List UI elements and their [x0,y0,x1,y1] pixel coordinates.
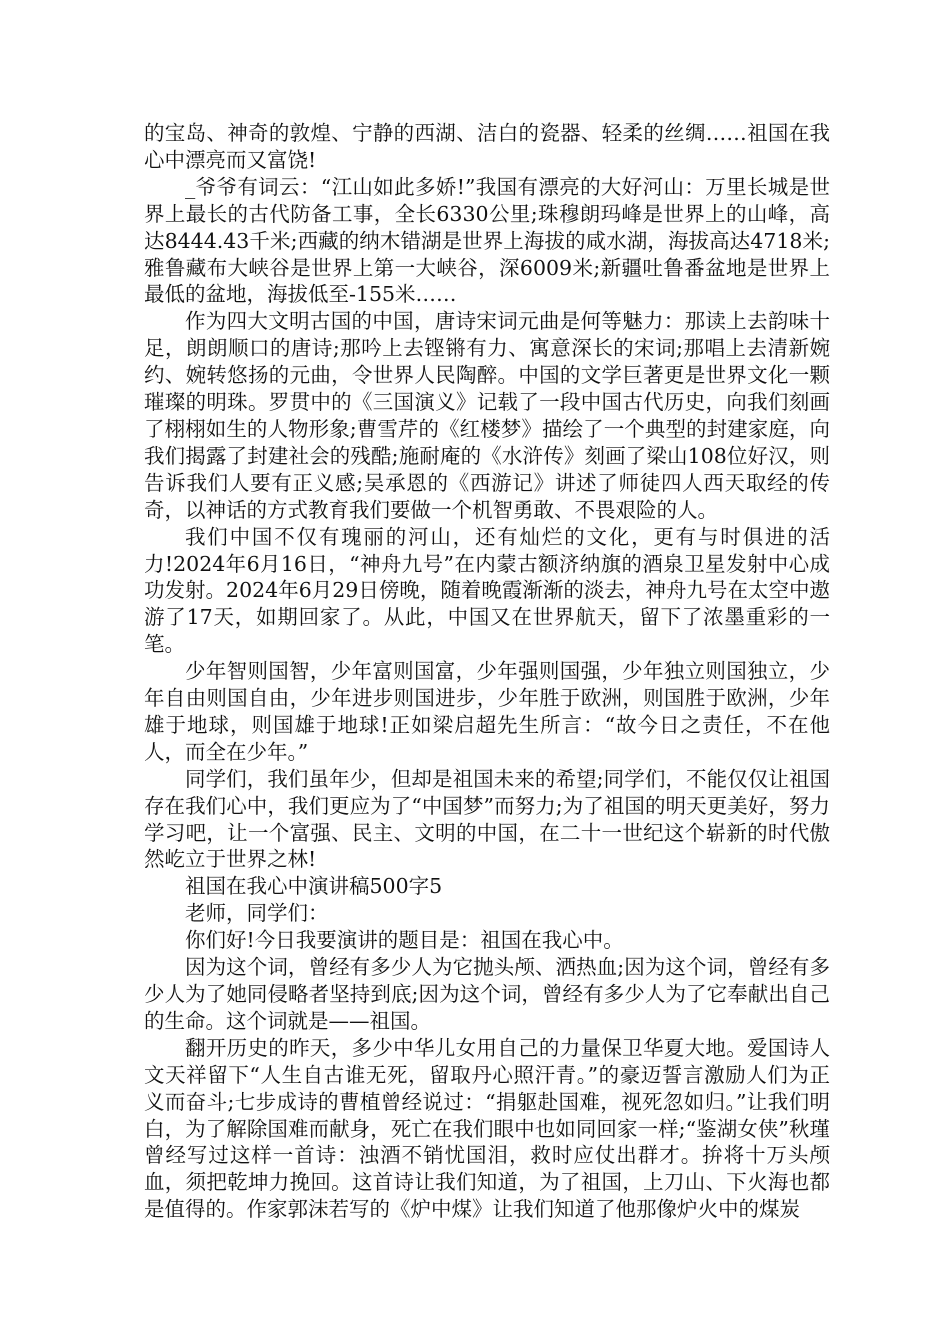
paragraph-4: 我们中国不仅有瑰丽的河山，还有灿烂的文化，更有与时俱进的活力!2024年6月16日，“神舟九号”在内蒙古额济纳旗的酒泉卫星发射中心成功发射。2024年6月29日傍晚，随着晚霞渐渐的淡去，神舟九号在太空中遨游了17天，如期回家了。从此，中国又在世界航天，留下了浓墨重彩的一笔。 [144,524,830,657]
section-title: 祖国在我心中演讲稿500字5 [185,874,443,899]
paragraph-1: 的宝岛、神奇的敦煌、宁静的西湖、洁白的瓷器、轻柔的丝绸……祖国在我心中漂亮而又富饶! [144,121,830,172]
paragraph-11: 翻开历史的昨天，多少中华儿女用自己的力量保卫华夏大地。爱国诗人文天祥留下“人生自古谁无死，留取丹心照汗青。”的豪迈誓言激励人们为正义而奋斗;七步成诗的曹植曾经说过：“捐躯赴国难，视死忽如归。”让我们明白，为了解除国难而献身，死亡在我们眼中也如同回家一样;“鉴湖女侠”秋瑾曾经写过这样一首诗：浊酒不销忧国泪，救时应仗出群才。拚将十万头颅血，须把乾坤力挽回。这首诗让我们知道，为了祖国，上刀山、下火海也都是值得的。作家郭沫若写的《炉中煤》让我们知道了他那像炉火中的煤炭 [144,1035,830,1222]
document-page [144,120,830,1223]
paragraph-10: 因为这个词，曾经有多少人为它抛头颅、洒热血;因为这个词，曾经有多少人为了她同侵略者坚持到底;因为这个词，曾经有多少人为了它奉献出自己的生命。这个词就是——祖国。 [144,955,830,1033]
paragraph-6: 同学们，我们虽年少，但却是祖国未来的希望;同学们，不能仅仅让祖国存在我们心中，我们更应为了“中国梦”而努力;为了祖国的明天更美好，努力学习吧，让一个富强、民主、文明的中国，在二十一世纪这个崭新的时代傲然屹立于世界之林! [144,766,830,872]
paragraph-greeting: 你们好!今日我要演讲的题目是：祖国在我心中。 [185,928,624,953]
paragraph-2: _爷爷有词云：“江山如此多娇!”我国有漂亮的大好河山：万里长城是世界上最长的古代防备工事，全长6330公里;珠穆朗玛峰是世界上的山峰，高达8444.43千米;西藏的纳木错湖是世界上海拔的咸水湖，海拔高达4718米;雅鲁藏布大峡谷是世界上第一大峡谷，深6009米;新疆吐鲁番盆地是世界上最低的盆地，海拔低至-155米…… [144,174,830,307]
paragraph-3: 作为四大文明古国的中国，唐诗宋词元曲是何等魅力：那读上去韵味十足，朗朗顺口的唐诗;那吟上去铿锵有力、寓意深长的宋词;那唱上去清新婉约、婉转悠扬的元曲，令世界人民陶醉。中国的文学巨著更是世界文化一颗璀璨的明珠。罗贯中的《三国演义》记载了一段中国古代历史，向我们刻画了栩栩如生的人物形象;曹雪芹的《红楼梦》描绘了一个典型的封建家庭，向我们揭露了封建社会的残酷;施耐庵的《水浒传》刻画了梁山108位好汉，则告诉我们人要有正义感;吴承恩的《西游记》讲述了师徒四人西天取经的传奇，以神话的方式教育我们要做一个机智勇敢、不畏艰险的人。 [144,309,830,522]
salutation: 老师，同学们： [185,901,329,926]
paragraph-5: 少年智则国智，少年富则国富，少年强则国强，少年独立则国独立，少年自由则国自由，少年进步则国进步，少年胜于欧洲，则国胜于欧洲，少年雄于地球，则国雄于地球!正如梁启超先生所言：“故今日之责任，不在他人，而全在少年。” [144,659,830,764]
